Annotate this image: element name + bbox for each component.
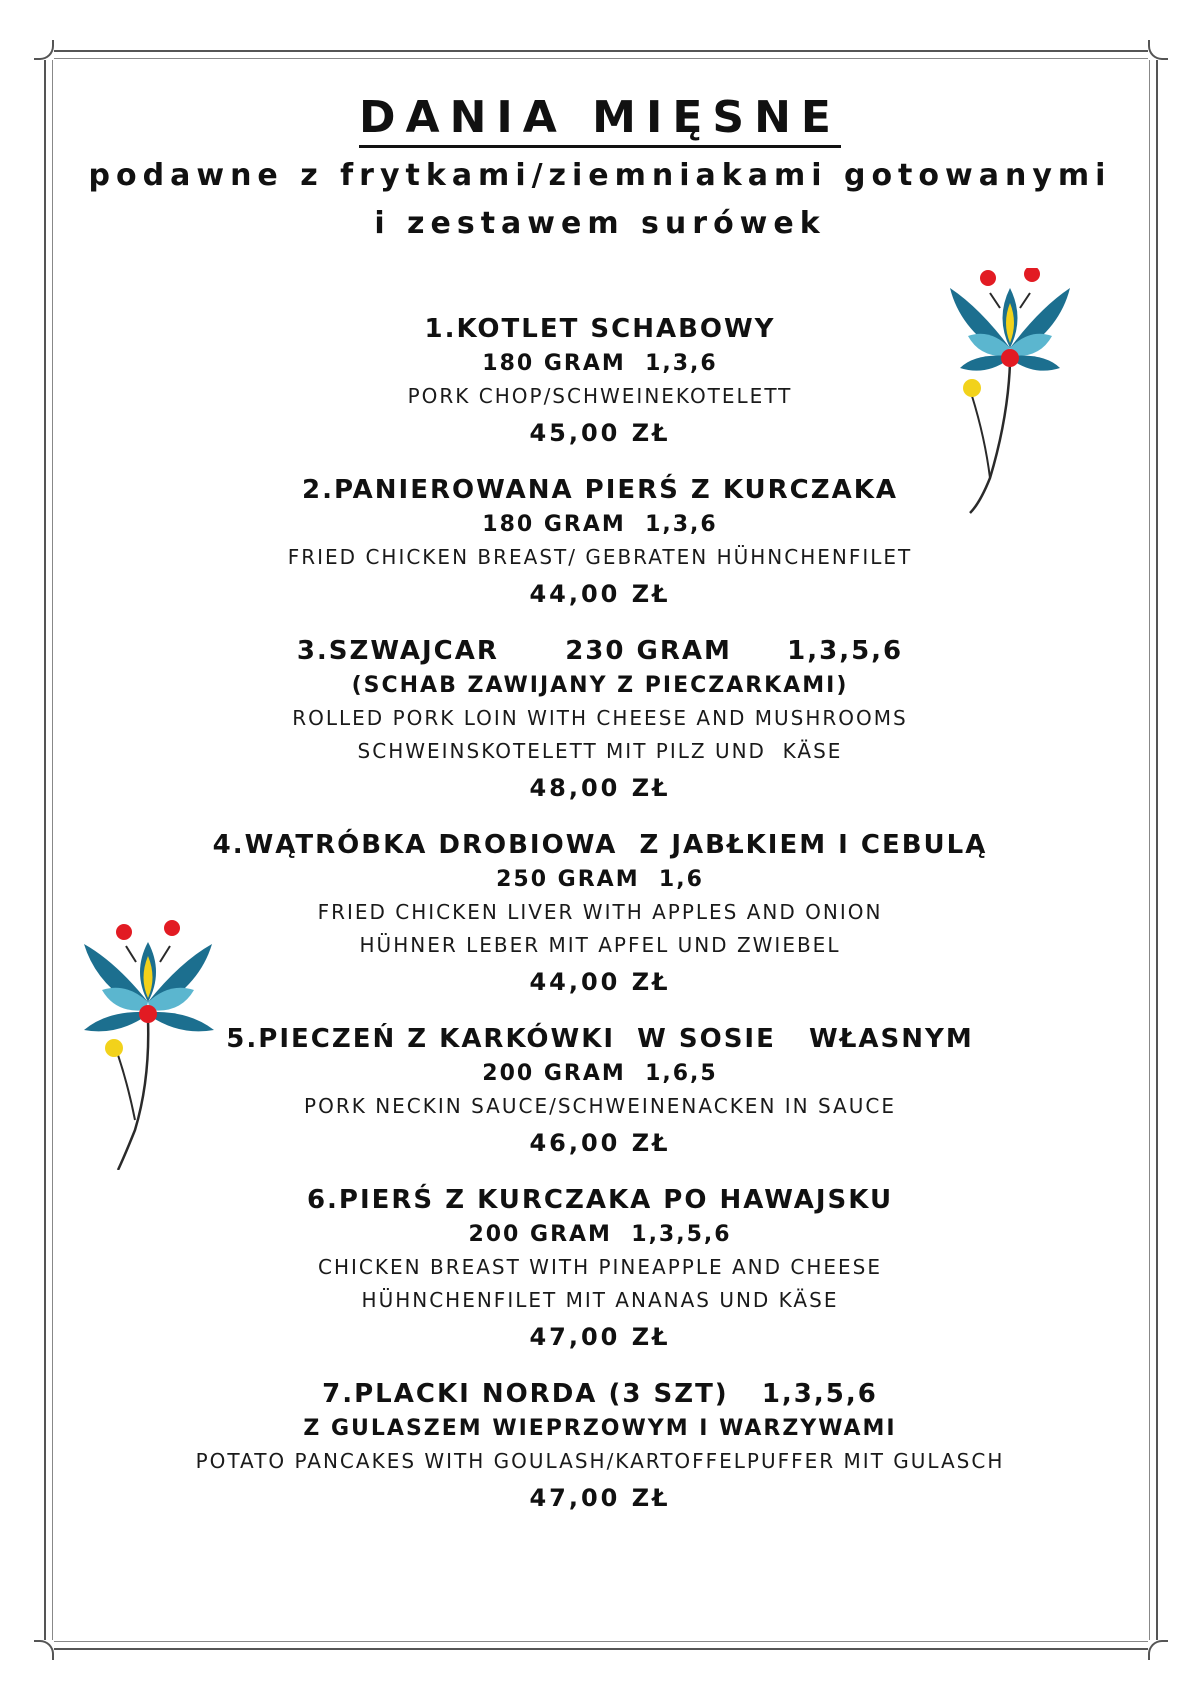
dish-weight-allergens: 250 GRAM 1,6 [496,867,704,892]
dish-translation: FRIED CHICKEN LIVER WITH APPLES AND ONION [317,900,883,924]
dish-translation: HÜHNCHENFILET MIT ANANAS UND KÄSE [361,1288,839,1312]
dish-price: 47,00 ZŁ [529,1323,671,1351]
dish-price: 44,00 ZŁ [529,968,671,996]
dish-price: 47,00 ZŁ [529,1484,671,1512]
dish-price: 48,00 ZŁ [529,774,671,802]
border-corner [34,1640,54,1660]
dish-weight-allergens: 180 GRAM 1,3,6 [482,351,718,376]
dish-name: 1.KOTLET SCHABOWY [424,314,776,344]
dish-item [0,1181,1200,1357]
dish-item [0,1020,1200,1163]
dish-description-polish: Z GULASZEM WIEPRZOWYM I WARZYWAMI [303,1416,897,1441]
dish-translation: CHICKEN BREAST WITH PINEAPPLE AND CHEESE [318,1255,882,1279]
menu-subtitle-line2: i zestawem surówek [374,206,826,241]
dish-item [0,826,1200,1002]
menu-subtitle-line1: podawne z frytkami/ziemniakami gotowanymi [88,158,1112,193]
dish-weight-allergens: 200 GRAM 1,3,5,6 [468,1222,732,1247]
dish-name: 6.PIERŚ Z KURCZAKA PO HAWAJSKU [306,1185,894,1215]
dish-name: 4.WĄTRÓBKA DROBIOWA Z JABŁKIEM I CEBULĄ [212,830,988,860]
dish-item [0,632,1200,808]
dish-name: 5.PIECZEŃ Z KARKÓWKI W SOSIE WŁASNYM [226,1024,974,1054]
dish-translation: FRIED CHICKEN BREAST/ GEBRATEN HÜHNCHENFILET [287,545,913,569]
menu-title: DANIA MIĘSNE [0,92,1200,143]
dish-translation: PORK CHOP/SCHWEINEKOTELETT [407,384,793,408]
dish-translation: POTATO PANCAKES WITH GOULASH/KARTOFFELPUFFER MIT GULASCH [195,1449,1005,1473]
dish-price: 45,00 ZŁ [529,419,671,447]
dish-translation: HÜHNER LEBER MIT APFEL UND ZWIEBEL [359,933,841,957]
dish-name: 7.PLACKI NORDA (3 SZT) 1,3,5,6 [322,1379,878,1409]
dish-description-polish: (SCHAB ZAWIJANY Z PIECZARKAMI) [351,673,849,698]
dish-weight-allergens: 200 GRAM 1,6,5 [482,1061,718,1086]
dish-translation: ROLLED PORK LOIN WITH CHEESE AND MUSHROOMS [292,706,908,730]
dish-name: 3.SZWAJCAR 230 GRAM 1,3,5,6 [296,636,904,666]
dish-item [0,1375,1200,1518]
dish-translation: PORK NECKIN SAUCE/SCHWEINENACKEN IN SAUCE [304,1094,896,1118]
border-corner [1148,40,1168,60]
dish-list [0,310,1200,1518]
border-corner [34,40,54,60]
dish-name: 2.PANIEROWANA PIERŚ Z KURCZAKA [302,475,898,505]
dish-item [0,471,1200,614]
dish-price: 46,00 ZŁ [529,1129,671,1157]
dish-price: 44,00 ZŁ [529,580,671,608]
border-corner [1148,1640,1168,1660]
dish-weight-allergens: 180 GRAM 1,3,6 [482,512,718,537]
dish-translation: SCHWEINSKOTELETT MIT PILZ UND KÄSE [357,739,843,763]
dish-item [0,310,1200,453]
